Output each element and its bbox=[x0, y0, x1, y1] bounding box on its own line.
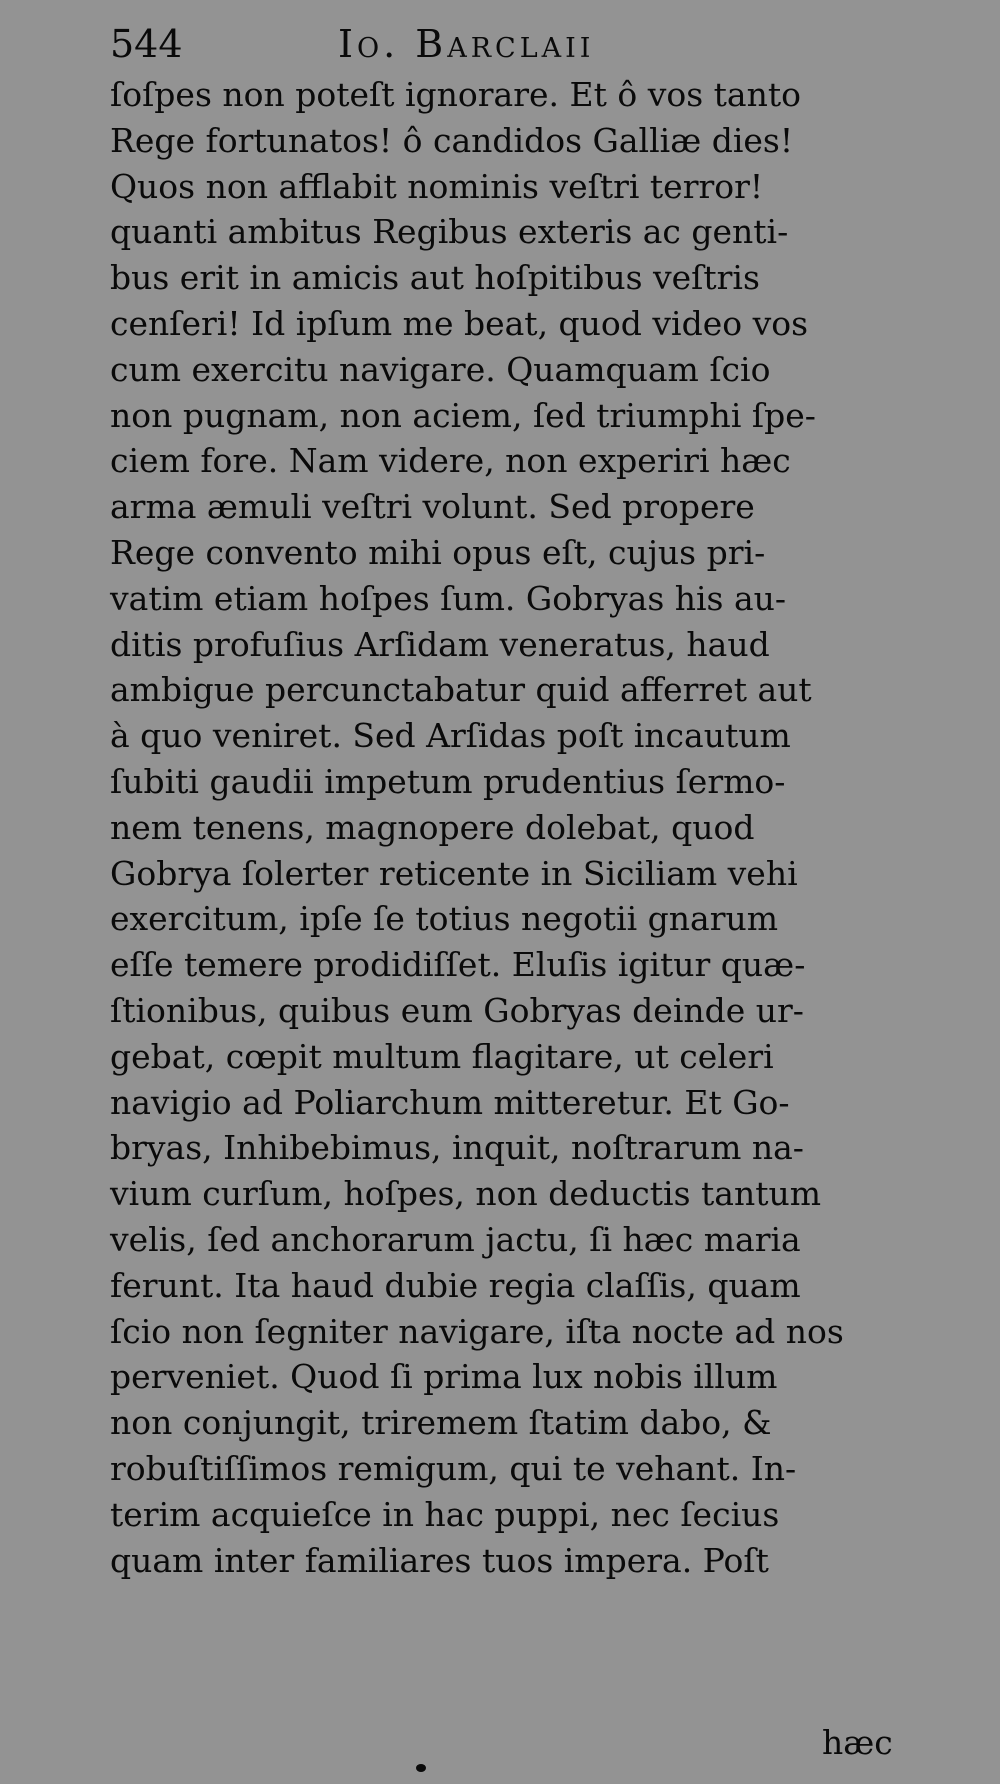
running-title: Io. Barclaii bbox=[338, 22, 595, 66]
running-head bbox=[110, 20, 730, 68]
text-line: eſſe temere prodidiſſet. Eluſis igitur quæ- bbox=[110, 945, 806, 985]
body-text bbox=[110, 72, 900, 1583]
text-line: vium curſum, hoſpes, non deductis tantum bbox=[110, 1174, 821, 1214]
text-line: Quos non afflabit nominis veſtri terror! bbox=[110, 166, 764, 206]
text-line: ſubiti gaudii impetum prudentius ſermo- bbox=[110, 761, 786, 801]
text-line: ferunt. Ita haud dubie regia claſſis, quam bbox=[110, 1265, 801, 1305]
text-line: perveniet. Quod ſi prima lux nobis illum bbox=[110, 1357, 778, 1397]
text-line: robuſtiſſimos remigum, qui te vehant. In- bbox=[110, 1448, 797, 1488]
text-line: cum exercitu navigare. Quamquam ſcio bbox=[110, 349, 771, 389]
text-line: ambigue percunctabatur quid afferret aut bbox=[110, 670, 812, 710]
text-line: velis, ſed anchorarum jactu, ſi hæc maria bbox=[110, 1219, 801, 1259]
text-line: ſcio non ſegniter navigare, iſta nocte ad nos bbox=[110, 1311, 844, 1351]
text-line: arma æmuli veſtri volunt. Sed propere bbox=[110, 487, 755, 527]
text-line: quam inter familiares tuos impera. Poſt bbox=[110, 1540, 769, 1580]
ink-speck bbox=[416, 1764, 426, 1772]
text-line: ciem fore. Nam videre, non experiri hæc bbox=[110, 441, 791, 481]
text-line: terim acquieſce in hac puppi, nec ſecius bbox=[110, 1494, 780, 1534]
text-line: bryas, Inhibebimus, inquit, noſtrarum na- bbox=[110, 1128, 804, 1168]
text-line: non pugnam, non aciem, ſed triumphi ſpe- bbox=[110, 395, 816, 435]
catchword: hæc bbox=[822, 1723, 893, 1762]
text-line: Rege convento mihi opus eſt, cujus pri- bbox=[110, 532, 766, 572]
text-line: cenſeri! Id ipſum me beat, quod video vos bbox=[110, 303, 809, 343]
page-number: 544 bbox=[110, 22, 183, 66]
text-line: exercitum, ipſe ſe totius negotii gnarum bbox=[110, 899, 779, 939]
text-line: ſtionibus, quibus eum Gobryas deinde ur- bbox=[110, 990, 804, 1030]
text-line: à quo veniret. Sed Arſidas poſt incautum bbox=[110, 716, 791, 756]
text-line: vatim etiam hoſpes ſum. Gobryas his au- bbox=[110, 578, 787, 618]
text-line: ſoſpes non poteſt ignorare. Et ô vos tanto bbox=[110, 75, 801, 114]
text-line: bus erit in amicis aut hoſpitibus veſtris bbox=[110, 258, 760, 298]
text-line: Gobrya ſolerter reticente in Siciliam vehi bbox=[110, 853, 798, 893]
text-line: gebat, cœpit multum flagitare, ut celeri bbox=[110, 1036, 774, 1076]
text-line: navigio ad Poliarchum mitteretur. Et Go- bbox=[110, 1082, 790, 1122]
text-line: quanti ambitus Regibus exteris ac genti- bbox=[110, 212, 789, 252]
text-line: non conjungit, triremem ſtatim dabo, & bbox=[110, 1403, 772, 1443]
text-line: nem tenens, magnopere dolebat, quod bbox=[110, 807, 755, 847]
text-line: ditis profuſius Arſidam veneratus, haud bbox=[110, 624, 770, 664]
text-line: Rege fortunatos! ô candidos Galliæ dies! bbox=[110, 120, 794, 160]
